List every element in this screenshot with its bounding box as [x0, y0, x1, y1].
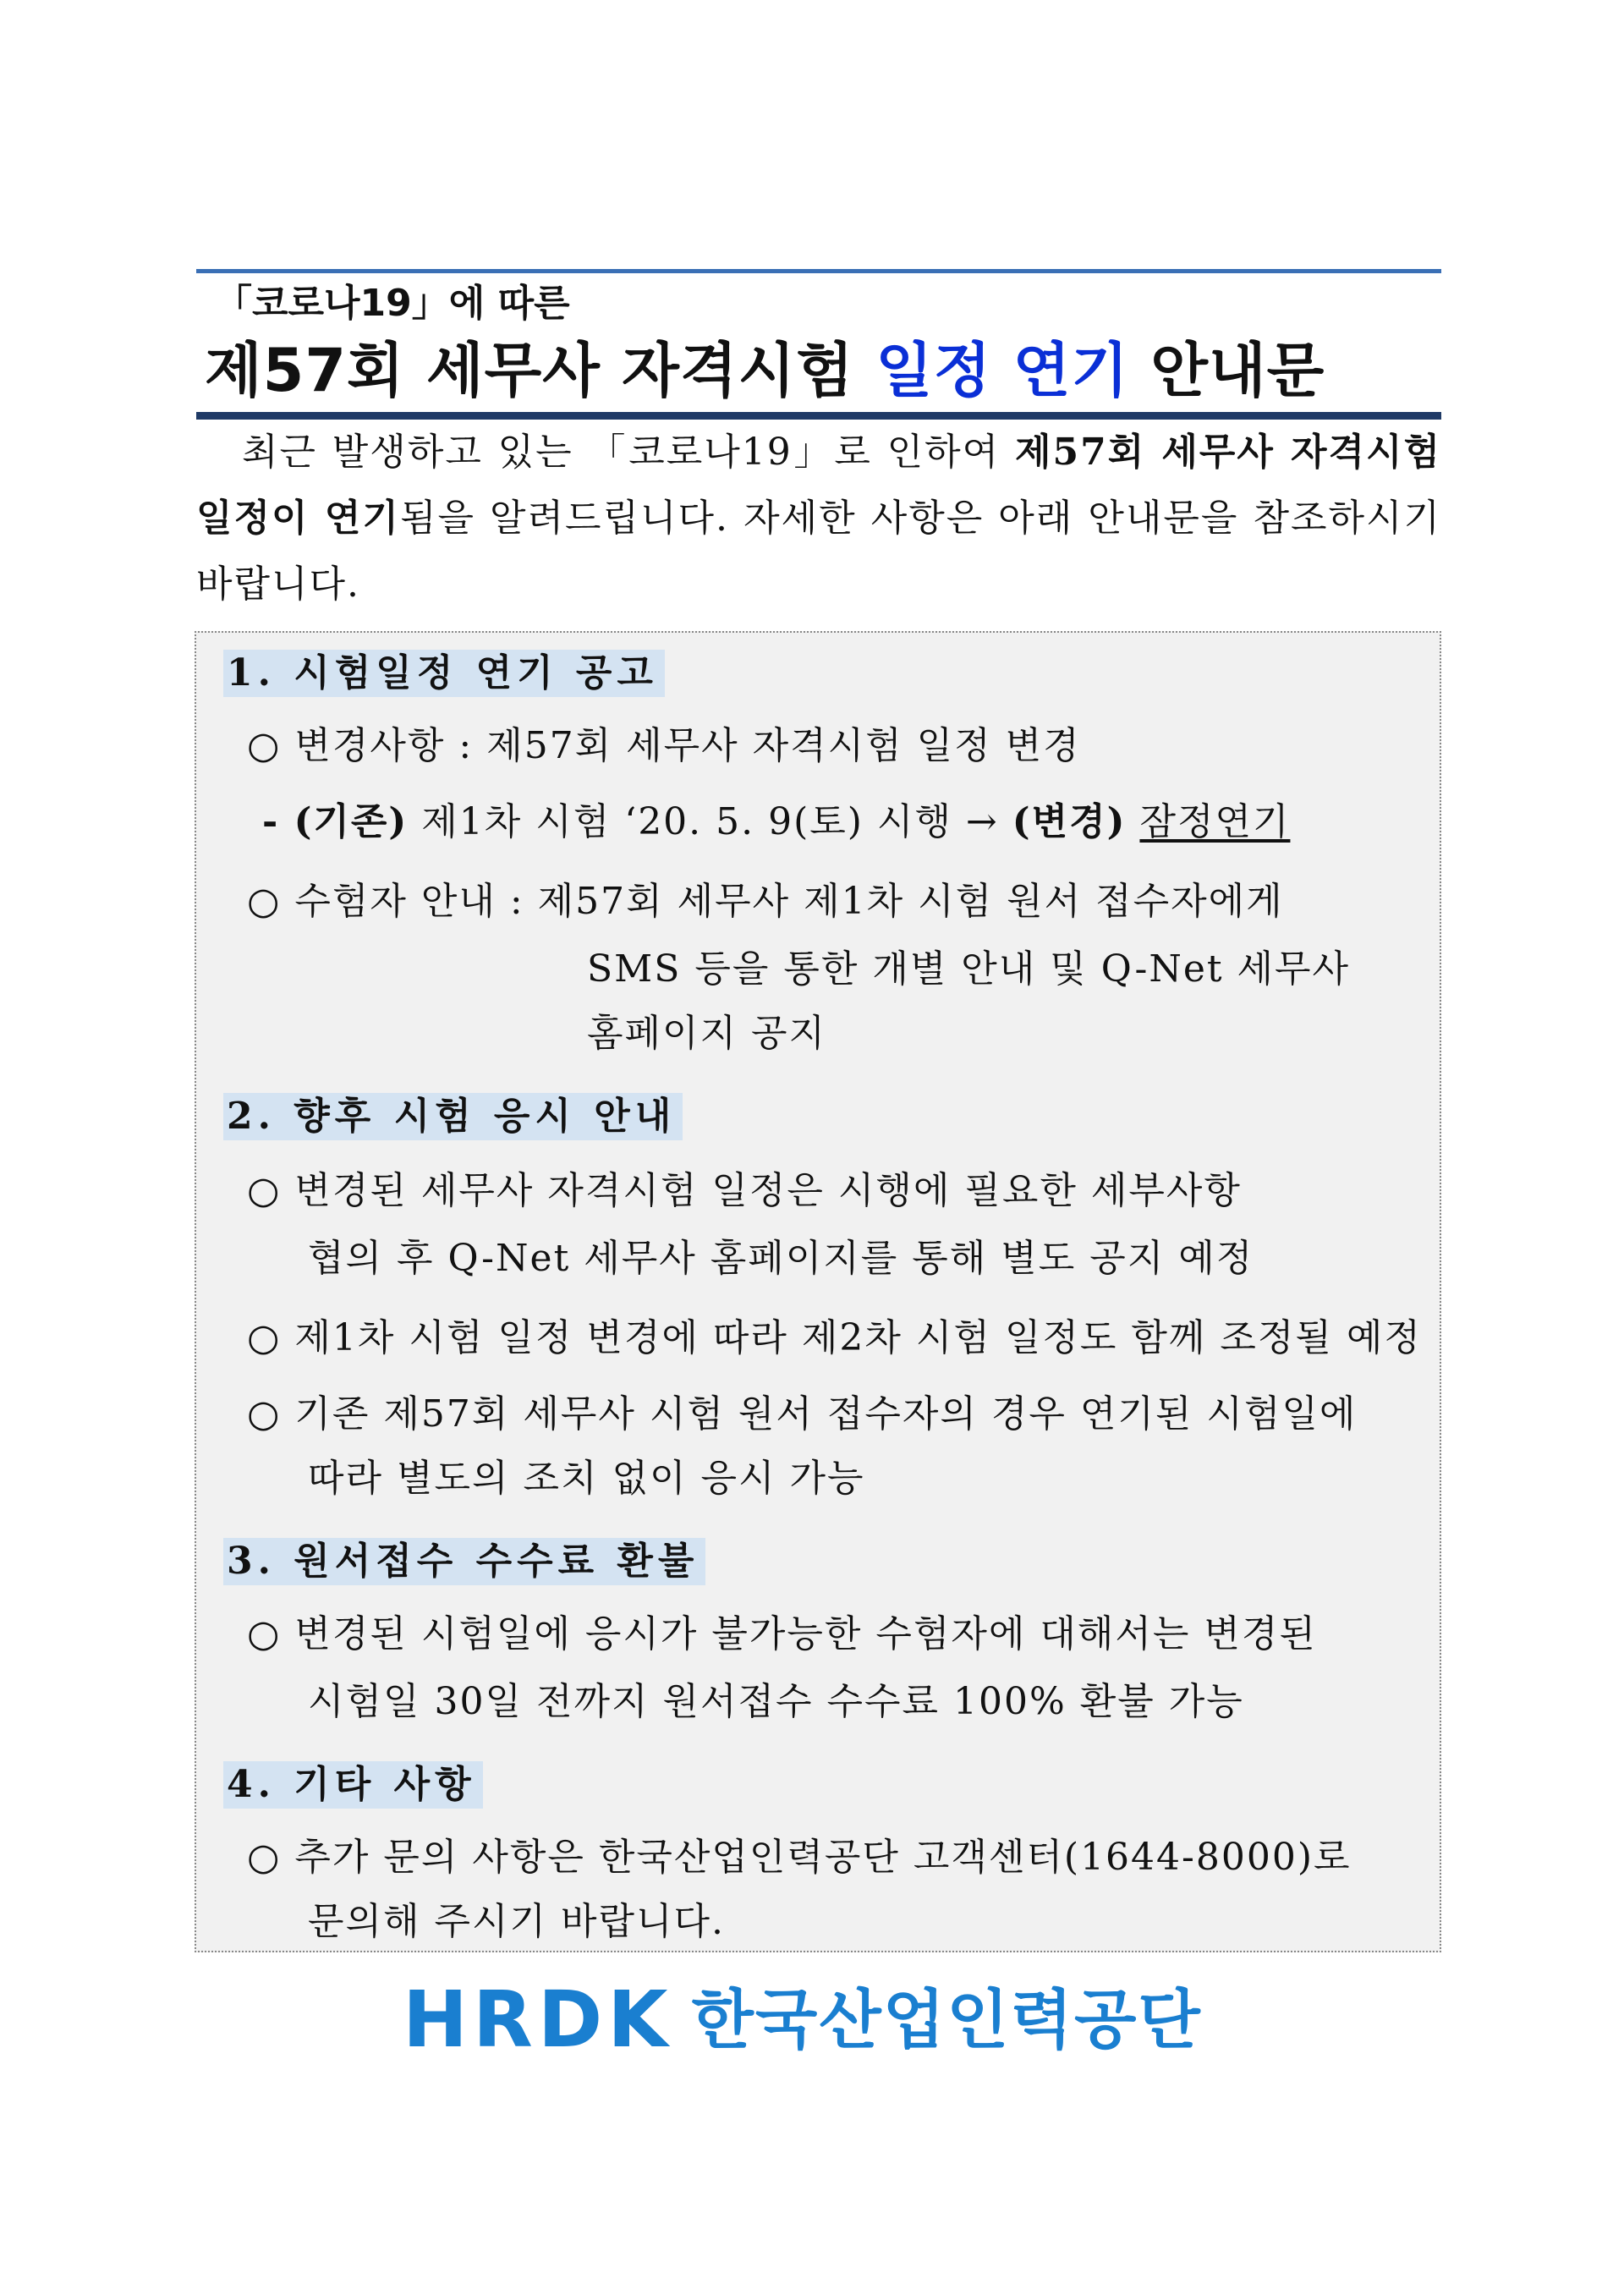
section-2-line-1: ○ 변경된 세무사 자격시험 일정은 시행에 필요한 세부사항 [247, 1169, 1242, 1212]
section-1-line-1: ○ 변경사항 : 제57회 세무사 자격시험 일정 변경 [247, 724, 1081, 767]
section-1-line-2 [262, 799, 1290, 846]
title-block [196, 269, 1441, 420]
section-3-line-1: ○ 변경된 시험일에 응시가 불가능한 수험자에 대해서는 변경된 [247, 1612, 1317, 1655]
intro-text-1: 최근 발생하고 있는 「코로나19」로 인하여 [242, 431, 1015, 474]
section-2-line-4: ○ 기존 제57회 세무사 시험 원서 접수자의 경우 연기된 시험일에 [247, 1392, 1358, 1436]
section-2-line-5: 따라 별도의 조치 없이 응시 가능 [308, 1457, 865, 1500]
section-3-heading: 3. 원서접수 수수료 환불 [223, 1538, 705, 1585]
hrdk-logo-text: 한국산업인력공단 [691, 1982, 1202, 2057]
section-3-line-2: 시험일 30일 전까지 원서접수 수수료 100% 환불 가능 [308, 1680, 1244, 1723]
notice-box [195, 631, 1441, 1952]
section-4-line-1: ○ 추가 문의 사항은 한국산업인력공단 고객센터(1644-8000)로 [247, 1836, 1352, 1879]
change-label: (변경) [1012, 800, 1127, 843]
section-2-heading: 2. 향후 시험 응시 안내 [223, 1093, 683, 1140]
section-1-line-4: SMS 등을 통한 개별 안내 및 Q-Net 세무사 [587, 947, 1351, 991]
section-1-line-3: ○ 수험자 안내 : 제57회 세무사 제1차 시험 원서 접수자에게 [247, 880, 1284, 923]
intro-text-2: 됨을 알려드립니다. 자세한 사항은 아래 안내문을 참조하시기 바랍니다. [196, 497, 1441, 606]
previous-schedule: 제1차 시험 ‘20. 5. 9(토) 시행 → [408, 800, 1012, 843]
intro-paragraph [196, 420, 1441, 618]
section-1-line-5: 홈페이지 공지 [587, 1012, 827, 1055]
section-4-heading: 4. 기타 사항 [223, 1761, 483, 1809]
hrdk-logo-mark: HRDK [403, 1974, 673, 2065]
previous-label: - (기존) [262, 800, 409, 843]
title-part2: 안내문 [1128, 336, 1325, 405]
section-1-heading: 1. 시험일정 연기 공고 [223, 650, 665, 697]
section-2-line-3: ○ 제1차 시험 일정 변경에 따라 제2차 시험 일정도 함께 조정될 예정 [247, 1316, 1422, 1359]
title-bottom-rule [196, 412, 1441, 420]
hrdk-logo [403, 1974, 1248, 2065]
title-part1: 제57회 세무사 자격시험 [205, 336, 876, 405]
document-title [196, 336, 1441, 405]
title-highlight: 일정 연기 [875, 336, 1129, 405]
section-4-line-2: 문의해 주시기 바랍니다. [308, 1900, 725, 1943]
title-top-rule [196, 269, 1441, 273]
section-2-line-2: 협의 후 Q-Net 세무사 홈페이지를 통해 별도 공지 예정 [308, 1237, 1254, 1280]
intro-bold: 제57회 세무사 자격시험 일정이 연기 [196, 431, 1441, 540]
document-subtitle: 「코로나19」에 따른 [215, 282, 570, 325]
postponed-status: 잠정연기 [1139, 800, 1291, 843]
